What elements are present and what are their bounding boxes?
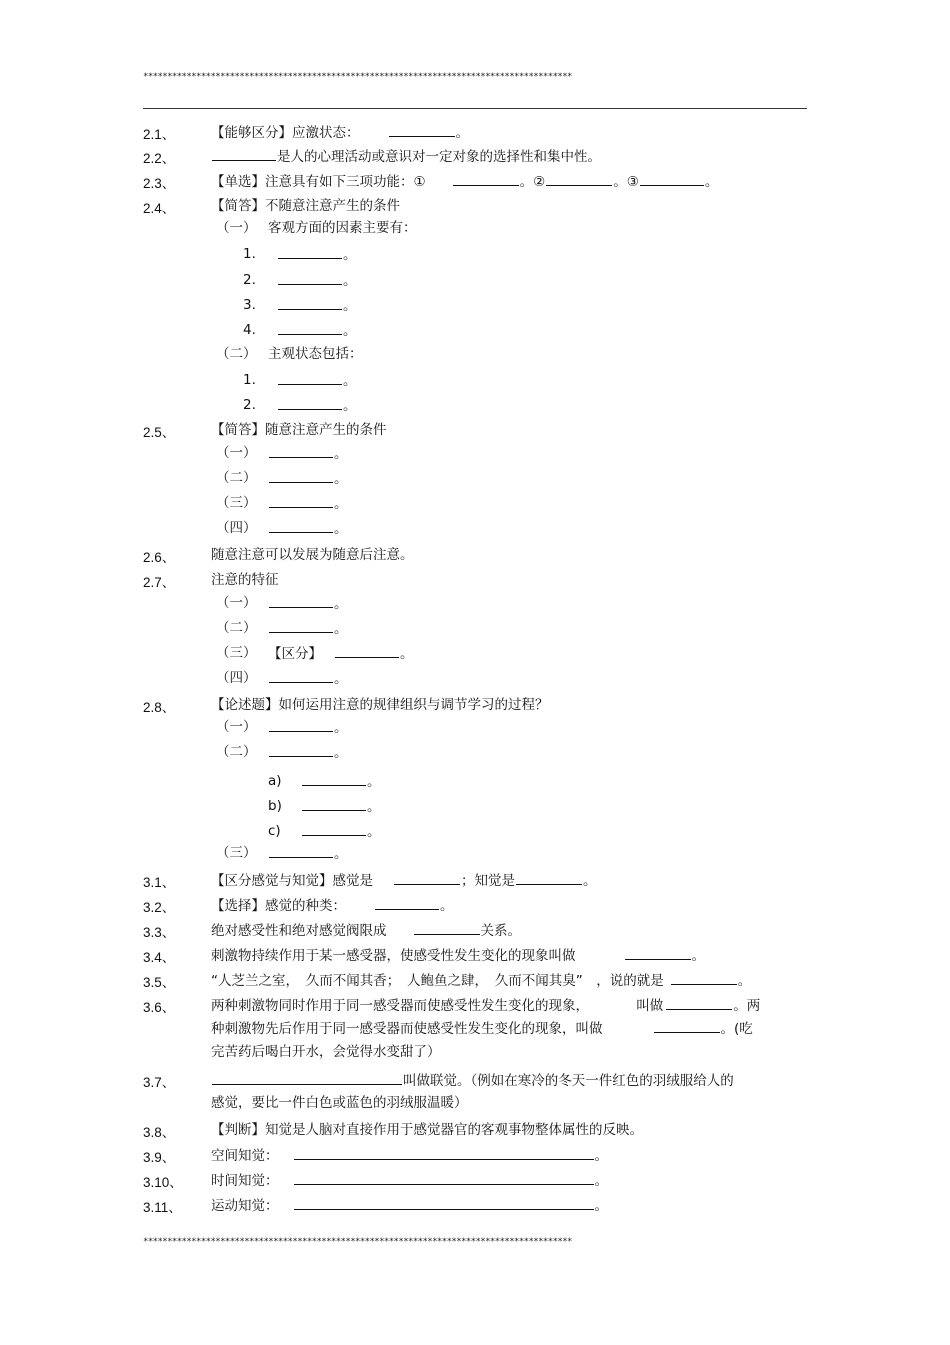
answer-blank[interactable]	[640, 172, 704, 186]
sub-mark: （二）	[216, 470, 257, 486]
item-number: 3.11、	[143, 1200, 182, 1215]
item-number: 2.4、	[143, 201, 176, 216]
item-number: 3.4、	[143, 950, 176, 965]
punct: 。	[334, 846, 348, 862]
question-3-4	[211, 946, 705, 965]
item-number: 2.5、	[143, 425, 176, 440]
question-3-9	[211, 1146, 608, 1165]
blank-row	[277, 396, 357, 415]
answer-blank[interactable]	[269, 844, 333, 858]
punct: 。(吃	[720, 1021, 753, 1037]
answer-blank[interactable]	[414, 921, 480, 935]
question-text: 【论述题】如何运用注意的规律组织与调节学习的过程？	[211, 697, 549, 713]
punct: 。	[367, 774, 381, 790]
blank-row	[268, 594, 348, 613]
blank-row	[268, 844, 348, 863]
question-3-10	[211, 1171, 608, 1190]
list-letter: b)	[268, 798, 282, 814]
list-number: 1.	[243, 246, 256, 262]
question-3-1	[211, 871, 597, 890]
punct: 。	[343, 298, 357, 314]
header-stars: *****************************************************************************************	[143, 72, 572, 82]
punct: 。	[400, 646, 414, 662]
sub-mark: （三）	[216, 495, 257, 511]
punct: 。	[583, 873, 597, 889]
blank-row	[268, 743, 348, 762]
blank-row	[268, 644, 414, 663]
punct: 。	[334, 720, 348, 736]
blank-row	[301, 772, 381, 791]
sub-mark: （二）	[216, 744, 257, 760]
answer-blank[interactable]	[394, 871, 460, 885]
list-number: 1.	[243, 372, 256, 388]
punct: 。	[334, 521, 348, 537]
question-text: 【单选】注意具有如下三项功能：①	[211, 174, 426, 190]
answer-blank[interactable]	[269, 594, 333, 608]
list-letter: a)	[268, 773, 282, 789]
punct: 。	[455, 125, 469, 141]
blank-row	[268, 469, 348, 488]
blank-row	[268, 718, 348, 737]
punct: 。	[334, 471, 348, 487]
question-2-1	[211, 123, 469, 142]
punct: 。两	[733, 998, 761, 1014]
question-3-6-line2	[211, 1019, 753, 1038]
answer-blank[interactable]	[269, 669, 333, 683]
answer-blank[interactable]	[453, 172, 519, 186]
answer-blank[interactable]	[278, 371, 342, 385]
question-3-11	[211, 1196, 608, 1215]
blank-row	[268, 669, 348, 688]
blank-row	[277, 271, 357, 290]
question-text: 空间知觉：	[211, 1148, 279, 1164]
punct: 。	[343, 247, 357, 263]
sub-mark: （四）	[216, 670, 257, 686]
punct: 关系。	[480, 923, 521, 939]
list-number: 3.	[243, 297, 256, 313]
question-text: 【简答】不随意注意产生的条件	[211, 198, 400, 214]
item-number: 3.3、	[143, 925, 176, 940]
sub-mark: （一）	[216, 220, 257, 236]
question-3-7-line1	[211, 1071, 734, 1090]
punct: 。	[367, 799, 381, 815]
item-number: 3.5、	[143, 975, 176, 990]
blank-row	[277, 296, 357, 315]
answer-blank[interactable]	[212, 1071, 402, 1085]
answer-blank[interactable]	[278, 396, 342, 410]
item-number: 2.3、	[143, 176, 176, 191]
list-number: 4.	[243, 322, 256, 338]
answer-blank[interactable]	[375, 896, 439, 910]
answer-blank[interactable]	[302, 772, 366, 786]
answer-blank[interactable]	[389, 123, 455, 137]
answer-blank[interactable]	[294, 1171, 594, 1185]
punct: 。	[334, 596, 348, 612]
blank-row	[301, 797, 381, 816]
answer-blank[interactable]	[269, 743, 333, 757]
sub-mark: （四）	[216, 520, 257, 536]
sub-mark: （一）	[216, 595, 257, 611]
punct: 。	[343, 323, 357, 339]
punct: 。	[334, 621, 348, 637]
question-text: 种刺激物先后作用于同一感受器而使感受性发生变化的现象，叫做	[211, 1021, 603, 1037]
question-3-6-line3: 完苦药后喝白开水，会觉得水变甜了）	[211, 1044, 441, 1060]
answer-blank[interactable]	[269, 519, 333, 533]
question-text: 随意注意可以发展为随意后注意。	[211, 547, 414, 563]
question-text: 【区分感觉与知觉】感觉是	[211, 873, 373, 889]
list-number: 2.	[243, 397, 256, 413]
question-2-3	[211, 172, 718, 191]
item-number: 3.2、	[143, 900, 176, 915]
question-text: 两种刺激物同时作用于同一感受器而使感受性发生变化的现象， 叫做	[211, 998, 664, 1014]
answer-blank[interactable]	[278, 321, 342, 335]
question-text: 【判断】知觉是人脑对直接作用于感觉器官的客观事物整体属性的反映。	[211, 1122, 643, 1138]
answer-blank[interactable]	[212, 147, 276, 161]
sub-mark: （二）	[216, 620, 257, 636]
punct: 。②	[519, 174, 546, 190]
answer-blank[interactable]	[516, 871, 582, 885]
question-text: 刺激物持续作用于某一感受器，使感受性发生变化的现象叫做	[211, 948, 576, 964]
blank-row	[301, 822, 381, 841]
punct: 。	[367, 824, 381, 840]
punct: 。	[440, 898, 454, 914]
answer-blank[interactable]	[654, 1019, 720, 1033]
question-3-2	[211, 896, 454, 915]
punct: 。	[594, 1148, 608, 1164]
question-text: 【简答】随意注意产生的条件	[211, 422, 387, 438]
item-number: 3.1、	[143, 875, 176, 890]
punct: 。	[691, 948, 705, 964]
blank-row	[268, 494, 348, 513]
footer-stars: *****************************************************************************************	[143, 1237, 572, 1247]
answer-blank[interactable]	[302, 797, 366, 811]
punct: 。	[343, 273, 357, 289]
punct: 。	[343, 398, 357, 414]
answer-blank[interactable]	[335, 644, 399, 658]
list-number: 2.	[243, 272, 256, 288]
item-number: 2.1、	[143, 127, 176, 142]
question-text: “人芝兰之室， 久而不闻其香； 人鲍鱼之肆， 久而不闻其臭” ，说的就是	[211, 973, 664, 989]
answer-blank[interactable]	[666, 996, 732, 1010]
answer-blank[interactable]	[546, 172, 612, 186]
item-number: 2.7、	[143, 575, 176, 590]
answer-blank[interactable]	[278, 245, 342, 259]
answer-blank[interactable]	[269, 494, 333, 508]
answer-blank[interactable]	[671, 971, 737, 985]
question-text: 时间知觉：	[211, 1173, 279, 1189]
punct: 。	[334, 671, 348, 687]
sub-mark: （一）	[216, 719, 257, 735]
blank-row	[268, 444, 348, 463]
item-number: 2.6、	[143, 550, 176, 565]
question-2-2	[211, 147, 601, 166]
answer-blank[interactable]	[269, 718, 333, 732]
blank-row	[268, 519, 348, 538]
sub-mark: （三）	[216, 845, 257, 861]
sub-mark: （一）	[216, 445, 257, 461]
item-number: 3.7、	[143, 1075, 176, 1090]
answer-blank[interactable]	[302, 822, 366, 836]
question-text: 【能够区分】应激状态：	[211, 125, 360, 141]
question-text: 是人的心理活动或意识对一定对象的选择性和集中性。	[277, 149, 601, 165]
punct: 。	[737, 973, 752, 989]
question-3-6-line1	[211, 996, 760, 1015]
answer-blank[interactable]	[294, 1146, 594, 1160]
punct: 。	[334, 745, 348, 761]
blank-row	[277, 321, 357, 340]
question-text: 运动知觉：	[211, 1198, 279, 1214]
header-rule	[143, 108, 807, 109]
punct: ；知觉是	[461, 873, 515, 889]
item-number: 2.2、	[143, 151, 176, 166]
blank-row	[277, 371, 357, 390]
question-3-7-line2: 感觉，要比一件白色或蓝色的羽绒服温暖）	[211, 1095, 468, 1111]
blank-row	[268, 619, 348, 638]
question-text: 注意的特征	[211, 572, 279, 588]
sub-text: 客观方面的因素主要有：	[268, 220, 417, 236]
answer-blank[interactable]	[269, 469, 333, 483]
sub-mark: （二）	[216, 346, 257, 362]
blank-row	[277, 245, 357, 264]
item-number: 3.9、	[143, 1150, 176, 1165]
item-number: 3.8、	[143, 1125, 176, 1140]
punct: 。	[334, 496, 348, 512]
answer-blank[interactable]	[625, 946, 691, 960]
punct: 。	[594, 1198, 608, 1214]
punct: 。	[704, 174, 719, 190]
answer-blank[interactable]	[278, 296, 342, 310]
list-letter: c)	[268, 823, 281, 839]
punct: 。	[334, 446, 348, 462]
punct: 。③	[613, 174, 639, 190]
item-number: 3.6、	[143, 1000, 176, 1015]
answer-blank[interactable]	[269, 444, 333, 458]
question-3-3	[211, 921, 521, 940]
answer-blank[interactable]	[278, 271, 342, 285]
sub-text: 主观状态包括：	[268, 346, 363, 362]
punct: 。	[343, 373, 357, 389]
sub-mark: （三）	[216, 645, 257, 661]
answer-blank[interactable]	[294, 1196, 594, 1210]
answer-blank[interactable]	[269, 619, 333, 633]
punct: 。	[594, 1173, 608, 1189]
question-text: 绝对感受性和绝对感觉阀限成	[211, 923, 387, 939]
question-text: 【选择】感觉的种类：	[211, 898, 346, 914]
item-number: 2.8、	[143, 700, 176, 715]
item-number: 3.10、	[143, 1175, 183, 1190]
sub-text: 【区分】	[268, 646, 322, 662]
question-3-5	[211, 971, 751, 990]
question-text: 叫做联觉。（例如在寒冷的冬天一件红色的羽绒服给人的	[403, 1073, 734, 1089]
